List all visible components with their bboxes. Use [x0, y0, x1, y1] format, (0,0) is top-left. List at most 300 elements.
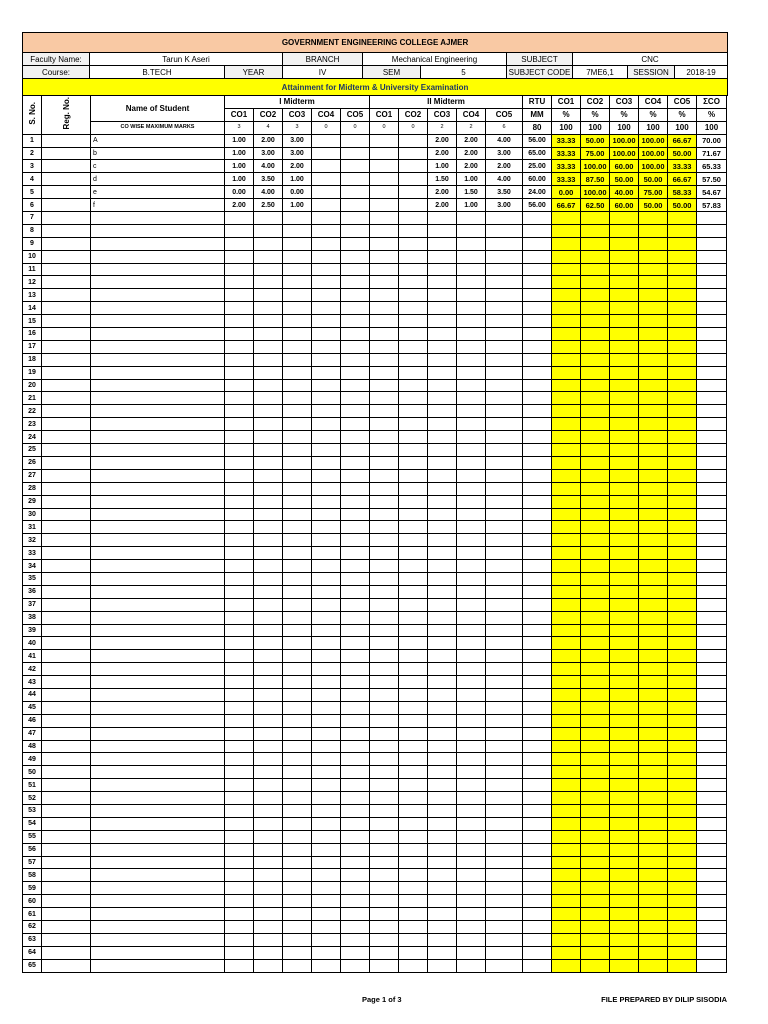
midterm1-co3-cell[interactable] [283, 263, 312, 276]
midterm1-co1-cell[interactable] [225, 456, 254, 469]
midterm1-co5-cell[interactable] [341, 869, 370, 882]
midterm2-co5-cell[interactable] [486, 676, 523, 689]
midterm1-co1-cell[interactable] [225, 663, 254, 676]
midterm1-co4-cell[interactable] [312, 869, 341, 882]
student-name-cell[interactable] [91, 250, 225, 263]
midterm2-co2-cell[interactable] [399, 804, 428, 817]
midterm2-co5-cell[interactable] [486, 456, 523, 469]
rtu-marks-cell[interactable] [523, 598, 552, 611]
midterm2-co4-cell[interactable] [457, 328, 486, 341]
midterm2-co5-cell[interactable] [486, 560, 523, 573]
rtu-marks-cell[interactable]: 25.00 [523, 160, 552, 173]
midterm2-co2-cell[interactable] [399, 482, 428, 495]
midterm2-co2-cell[interactable] [399, 921, 428, 934]
midterm2-co1-cell[interactable] [370, 856, 399, 869]
midterm1-co1-cell[interactable] [225, 521, 254, 534]
rtu-marks-cell[interactable] [523, 315, 552, 328]
midterm2-co1-cell[interactable] [370, 302, 399, 315]
rtu-marks-cell[interactable] [523, 714, 552, 727]
reg-number-cell[interactable] [42, 263, 91, 276]
student-name-cell[interactable] [91, 508, 225, 521]
midterm1-co5-cell[interactable] [341, 289, 370, 302]
midterm1-co5-cell[interactable] [341, 340, 370, 353]
midterm1-co3-cell[interactable] [283, 302, 312, 315]
rtu-marks-cell[interactable] [523, 353, 552, 366]
rtu-marks-cell[interactable] [523, 727, 552, 740]
midterm2-co5-cell[interactable] [486, 688, 523, 701]
midterm1-co5-cell[interactable] [341, 366, 370, 379]
midterm1-co1-cell[interactable] [225, 882, 254, 895]
midterm1-co4-cell[interactable] [312, 289, 341, 302]
reg-number-cell[interactable] [42, 727, 91, 740]
midterm2-co5-cell[interactable] [486, 753, 523, 766]
midterm2-co3-cell[interactable] [428, 740, 457, 753]
midterm2-co3-cell[interactable] [428, 250, 457, 263]
midterm2-co2-cell[interactable] [399, 753, 428, 766]
midterm2-co1-cell[interactable] [370, 224, 399, 237]
midterm2-co5-cell[interactable] [486, 921, 523, 934]
midterm1-co4-cell[interactable] [312, 908, 341, 921]
rtu-marks-cell[interactable] [523, 753, 552, 766]
midterm1-co4-cell[interactable] [312, 379, 341, 392]
midterm1-co1-cell[interactable] [225, 276, 254, 289]
student-name-cell[interactable] [91, 959, 225, 972]
midterm2-co4-cell[interactable] [457, 585, 486, 598]
midterm2-co1-cell[interactable] [370, 779, 399, 792]
midterm1-co5-cell[interactable] [341, 701, 370, 714]
midterm2-co5-cell[interactable] [486, 224, 523, 237]
student-name-cell[interactable] [91, 366, 225, 379]
midterm2-co2-cell[interactable] [399, 147, 428, 160]
midterm2-co3-cell[interactable] [428, 830, 457, 843]
midterm2-co1-cell[interactable] [370, 263, 399, 276]
midterm2-co3-cell[interactable] [428, 650, 457, 663]
midterm1-co3-cell[interactable] [283, 766, 312, 779]
midterm2-co4-cell[interactable]: 1.50 [457, 186, 486, 199]
midterm2-co2-cell[interactable] [399, 766, 428, 779]
rtu-marks-cell[interactable] [523, 521, 552, 534]
midterm1-co5-cell[interactable] [341, 921, 370, 934]
midterm2-co4-cell[interactable]: 2.00 [457, 160, 486, 173]
midterm2-co1-cell[interactable] [370, 134, 399, 147]
midterm1-co3-cell[interactable] [283, 521, 312, 534]
midterm1-co3-cell[interactable] [283, 882, 312, 895]
midterm1-co5-cell[interactable] [341, 663, 370, 676]
midterm1-co1-cell[interactable] [225, 534, 254, 547]
midterm2-co3-cell[interactable] [428, 521, 457, 534]
rtu-marks-cell[interactable] [523, 817, 552, 830]
midterm2-co1-cell[interactable] [370, 895, 399, 908]
midterm1-co2-cell[interactable] [254, 495, 283, 508]
midterm2-co3-cell[interactable] [428, 263, 457, 276]
midterm2-co1-cell[interactable] [370, 160, 399, 173]
midterm1-co3-cell[interactable] [283, 392, 312, 405]
midterm2-co4-cell[interactable] [457, 688, 486, 701]
reg-number-cell[interactable] [42, 701, 91, 714]
midterm1-co3-cell[interactable] [283, 921, 312, 934]
midterm2-co2-cell[interactable] [399, 882, 428, 895]
midterm1-co2-cell[interactable] [254, 714, 283, 727]
midterm1-co2-cell[interactable] [254, 701, 283, 714]
midterm1-co1-cell[interactable] [225, 856, 254, 869]
midterm1-co3-cell[interactable] [283, 779, 312, 792]
midterm2-co3-cell[interactable]: 2.00 [428, 134, 457, 147]
reg-number-cell[interactable] [42, 328, 91, 341]
midterm1-co3-cell[interactable] [283, 547, 312, 560]
midterm2-co2-cell[interactable] [399, 727, 428, 740]
midterm1-co4-cell[interactable] [312, 444, 341, 457]
student-name-cell[interactable] [91, 792, 225, 805]
reg-number-cell[interactable] [42, 650, 91, 663]
reg-number-cell[interactable] [42, 482, 91, 495]
midterm1-co2-cell[interactable] [254, 315, 283, 328]
midterm2-co1-cell[interactable] [370, 908, 399, 921]
student-name-cell[interactable] [91, 714, 225, 727]
midterm1-co4-cell[interactable] [312, 663, 341, 676]
midterm2-co2-cell[interactable] [399, 315, 428, 328]
midterm2-co1-cell[interactable] [370, 921, 399, 934]
student-name-cell[interactable] [91, 779, 225, 792]
midterm1-co1-cell[interactable] [225, 212, 254, 225]
midterm1-co1-cell[interactable] [225, 714, 254, 727]
rtu-marks-cell[interactable] [523, 701, 552, 714]
midterm1-co4-cell[interactable] [312, 624, 341, 637]
midterm2-co2-cell[interactable] [399, 611, 428, 624]
reg-number-cell[interactable] [42, 804, 91, 817]
midterm1-co1-cell[interactable] [225, 753, 254, 766]
midterm2-co5-cell[interactable] [486, 392, 523, 405]
rtu-marks-cell[interactable] [523, 624, 552, 637]
student-name-cell[interactable] [91, 921, 225, 934]
midterm2-co2-cell[interactable] [399, 508, 428, 521]
student-name-cell[interactable] [91, 727, 225, 740]
midterm1-co1-cell[interactable] [225, 637, 254, 650]
rtu-marks-cell[interactable]: 56.00 [523, 199, 552, 212]
midterm2-co4-cell[interactable] [457, 740, 486, 753]
midterm1-co5-cell[interactable] [341, 199, 370, 212]
midterm2-co5-cell[interactable] [486, 418, 523, 431]
student-name-cell[interactable] [91, 766, 225, 779]
student-name-cell[interactable] [91, 392, 225, 405]
student-name-cell[interactable] [91, 946, 225, 959]
midterm2-co5-cell[interactable]: 3.00 [486, 147, 523, 160]
midterm2-co5-cell[interactable] [486, 585, 523, 598]
midterm2-co2-cell[interactable] [399, 237, 428, 250]
midterm1-co4-cell[interactable] [312, 779, 341, 792]
midterm2-co3-cell[interactable] [428, 237, 457, 250]
midterm2-co5-cell[interactable] [486, 315, 523, 328]
midterm1-co2-cell[interactable] [254, 405, 283, 418]
midterm2-co1-cell[interactable] [370, 276, 399, 289]
midterm1-co2-cell[interactable] [254, 663, 283, 676]
reg-number-cell[interactable] [42, 521, 91, 534]
midterm1-co1-cell[interactable] [225, 431, 254, 444]
midterm1-co3-cell[interactable] [283, 804, 312, 817]
rtu-marks-cell[interactable] [523, 418, 552, 431]
midterm2-co1-cell[interactable] [370, 444, 399, 457]
midterm1-co1-cell[interactable] [225, 379, 254, 392]
midterm2-co4-cell[interactable] [457, 444, 486, 457]
midterm2-co4-cell[interactable] [457, 302, 486, 315]
midterm1-co2-cell[interactable] [254, 727, 283, 740]
midterm1-co1-cell[interactable] [225, 688, 254, 701]
midterm2-co4-cell[interactable] [457, 895, 486, 908]
midterm2-co3-cell[interactable] [428, 676, 457, 689]
midterm1-co1-cell[interactable] [225, 224, 254, 237]
midterm2-co4-cell[interactable] [457, 276, 486, 289]
midterm1-co2-cell[interactable] [254, 856, 283, 869]
midterm1-co3-cell[interactable] [283, 946, 312, 959]
reg-number-cell[interactable] [42, 921, 91, 934]
midterm2-co1-cell[interactable] [370, 482, 399, 495]
midterm1-co1-cell[interactable] [225, 727, 254, 740]
midterm2-co5-cell[interactable] [486, 895, 523, 908]
rtu-marks-cell[interactable] [523, 843, 552, 856]
midterm2-co5-cell[interactable] [486, 521, 523, 534]
midterm2-co4-cell[interactable] [457, 804, 486, 817]
reg-number-cell[interactable] [42, 933, 91, 946]
reg-number-cell[interactable] [42, 753, 91, 766]
midterm1-co3-cell[interactable] [283, 418, 312, 431]
midterm2-co3-cell[interactable] [428, 856, 457, 869]
midterm2-co1-cell[interactable] [370, 147, 399, 160]
midterm1-co4-cell[interactable] [312, 328, 341, 341]
midterm2-co3-cell[interactable] [428, 547, 457, 560]
midterm1-co5-cell[interactable] [341, 727, 370, 740]
midterm1-co3-cell[interactable] [283, 534, 312, 547]
midterm1-co1-cell[interactable] [225, 250, 254, 263]
sem-value[interactable]: 5 [421, 66, 507, 79]
midterm1-co4-cell[interactable] [312, 714, 341, 727]
rtu-marks-cell[interactable] [523, 779, 552, 792]
midterm2-co4-cell[interactable] [457, 727, 486, 740]
midterm2-co4-cell[interactable] [457, 418, 486, 431]
midterm1-co5-cell[interactable] [341, 882, 370, 895]
midterm1-co1-cell[interactable] [225, 237, 254, 250]
reg-number-cell[interactable] [42, 843, 91, 856]
midterm1-co3-cell[interactable] [283, 508, 312, 521]
midterm2-co1-cell[interactable] [370, 547, 399, 560]
midterm1-co1-cell[interactable] [225, 624, 254, 637]
midterm1-co5-cell[interactable] [341, 547, 370, 560]
midterm2-co3-cell[interactable] [428, 766, 457, 779]
student-name-cell[interactable] [91, 572, 225, 585]
student-name-cell[interactable]: b [91, 147, 225, 160]
midterm2-co1-cell[interactable] [370, 237, 399, 250]
student-name-cell[interactable] [91, 315, 225, 328]
midterm2-co5-cell[interactable] [486, 237, 523, 250]
midterm1-co5-cell[interactable] [341, 534, 370, 547]
midterm2-co5-cell[interactable] [486, 908, 523, 921]
midterm2-co5-cell[interactable]: 4.00 [486, 134, 523, 147]
subject-value[interactable]: CNC [573, 53, 728, 66]
student-name-cell[interactable] [91, 431, 225, 444]
midterm2-co3-cell[interactable] [428, 289, 457, 302]
midterm2-co4-cell[interactable] [457, 933, 486, 946]
midterm1-co4-cell[interactable] [312, 366, 341, 379]
midterm1-co4-cell[interactable] [312, 199, 341, 212]
midterm2-co1-cell[interactable] [370, 830, 399, 843]
midterm2-co4-cell[interactable] [457, 676, 486, 689]
student-name-cell[interactable]: e [91, 186, 225, 199]
midterm2-co3-cell[interactable] [428, 585, 457, 598]
midterm1-co5-cell[interactable] [341, 843, 370, 856]
midterm2-co1-cell[interactable] [370, 792, 399, 805]
rtu-marks-cell[interactable] [523, 431, 552, 444]
midterm2-co1-cell[interactable] [370, 688, 399, 701]
midterm2-co4-cell[interactable] [457, 882, 486, 895]
midterm1-co3-cell[interactable]: 3.00 [283, 134, 312, 147]
midterm1-co2-cell[interactable] [254, 946, 283, 959]
midterm2-co2-cell[interactable] [399, 289, 428, 302]
midterm1-co5-cell[interactable] [341, 224, 370, 237]
reg-number-cell[interactable] [42, 624, 91, 637]
midterm1-co3-cell[interactable] [283, 959, 312, 972]
midterm2-co4-cell[interactable] [457, 521, 486, 534]
midterm2-co4-cell[interactable] [457, 598, 486, 611]
midterm2-co4-cell[interactable]: 2.00 [457, 134, 486, 147]
midterm1-co4-cell[interactable] [312, 276, 341, 289]
midterm1-co2-cell[interactable] [254, 624, 283, 637]
midterm1-co5-cell[interactable] [341, 431, 370, 444]
midterm2-co4-cell[interactable] [457, 817, 486, 830]
midterm1-co4-cell[interactable] [312, 766, 341, 779]
student-name-cell[interactable] [91, 740, 225, 753]
midterm2-co2-cell[interactable] [399, 779, 428, 792]
midterm2-co3-cell[interactable] [428, 572, 457, 585]
student-name-cell[interactable] [91, 598, 225, 611]
rtu-marks-cell[interactable] [523, 856, 552, 869]
midterm1-co1-cell[interactable] [225, 366, 254, 379]
midterm1-co1-cell[interactable] [225, 508, 254, 521]
midterm1-co3-cell[interactable]: 2.00 [283, 160, 312, 173]
midterm2-co1-cell[interactable] [370, 714, 399, 727]
rtu-marks-cell[interactable] [523, 921, 552, 934]
midterm1-co5-cell[interactable] [341, 495, 370, 508]
midterm2-co2-cell[interactable] [399, 199, 428, 212]
midterm1-co1-cell[interactable]: 0.00 [225, 186, 254, 199]
student-name-cell[interactable] [91, 753, 225, 766]
midterm2-co3-cell[interactable] [428, 817, 457, 830]
midterm1-co2-cell[interactable] [254, 534, 283, 547]
midterm1-co4-cell[interactable] [312, 263, 341, 276]
midterm2-co5-cell[interactable] [486, 340, 523, 353]
midterm1-co1-cell[interactable] [225, 779, 254, 792]
midterm2-co3-cell[interactable] [428, 418, 457, 431]
year-value[interactable]: IV [283, 66, 363, 79]
midterm1-co4-cell[interactable] [312, 302, 341, 315]
midterm1-co4-cell[interactable] [312, 224, 341, 237]
rtu-marks-cell[interactable] [523, 495, 552, 508]
midterm1-co4-cell[interactable] [312, 521, 341, 534]
midterm2-co2-cell[interactable] [399, 469, 428, 482]
student-name-cell[interactable] [91, 212, 225, 225]
midterm1-co5-cell[interactable] [341, 508, 370, 521]
rtu-marks-cell[interactable] [523, 328, 552, 341]
rtu-marks-cell[interactable] [523, 392, 552, 405]
midterm1-co4-cell[interactable] [312, 212, 341, 225]
midterm1-co5-cell[interactable] [341, 572, 370, 585]
midterm1-co3-cell[interactable] [283, 456, 312, 469]
rtu-marks-cell[interactable] [523, 379, 552, 392]
midterm2-co2-cell[interactable] [399, 560, 428, 573]
midterm2-co5-cell[interactable] [486, 212, 523, 225]
midterm2-co5-cell[interactable] [486, 727, 523, 740]
midterm2-co1-cell[interactable] [370, 933, 399, 946]
reg-number-cell[interactable] [42, 353, 91, 366]
midterm2-co5-cell[interactable] [486, 959, 523, 972]
midterm1-co5-cell[interactable] [341, 624, 370, 637]
reg-number-cell[interactable] [42, 572, 91, 585]
midterm2-co2-cell[interactable] [399, 740, 428, 753]
midterm2-co4-cell[interactable] [457, 212, 486, 225]
student-name-cell[interactable] [91, 456, 225, 469]
midterm1-co1-cell[interactable] [225, 315, 254, 328]
midterm2-co2-cell[interactable] [399, 817, 428, 830]
midterm2-co4-cell[interactable] [457, 263, 486, 276]
midterm1-co5-cell[interactable] [341, 173, 370, 186]
midterm2-co1-cell[interactable] [370, 392, 399, 405]
midterm2-co2-cell[interactable] [399, 663, 428, 676]
midterm2-co5-cell[interactable]: 2.00 [486, 160, 523, 173]
midterm1-co1-cell[interactable] [225, 959, 254, 972]
midterm2-co3-cell[interactable] [428, 560, 457, 573]
midterm2-co2-cell[interactable] [399, 186, 428, 199]
midterm2-co1-cell[interactable] [370, 817, 399, 830]
midterm1-co5-cell[interactable] [341, 250, 370, 263]
midterm1-co5-cell[interactable] [341, 598, 370, 611]
midterm2-co3-cell[interactable] [428, 508, 457, 521]
midterm2-co4-cell[interactable] [457, 224, 486, 237]
reg-number-cell[interactable] [42, 637, 91, 650]
reg-number-cell[interactable] [42, 160, 91, 173]
rtu-marks-cell[interactable] [523, 740, 552, 753]
midterm2-co4-cell[interactable] [457, 637, 486, 650]
midterm1-co3-cell[interactable] [283, 212, 312, 225]
midterm2-co5-cell[interactable] [486, 856, 523, 869]
student-name-cell[interactable] [91, 340, 225, 353]
student-name-cell[interactable] [91, 237, 225, 250]
reg-number-cell[interactable] [42, 456, 91, 469]
midterm2-co2-cell[interactable] [399, 405, 428, 418]
reg-number-cell[interactable] [42, 946, 91, 959]
midterm2-co2-cell[interactable] [399, 250, 428, 263]
student-name-cell[interactable] [91, 895, 225, 908]
midterm2-co5-cell[interactable] [486, 869, 523, 882]
midterm1-co3-cell[interactable] [283, 663, 312, 676]
midterm1-co4-cell[interactable] [312, 469, 341, 482]
midterm1-co3-cell[interactable] [283, 933, 312, 946]
reg-number-cell[interactable] [42, 882, 91, 895]
midterm2-co3-cell[interactable] [428, 959, 457, 972]
midterm1-co3-cell[interactable] [283, 843, 312, 856]
midterm1-co3-cell[interactable]: 3.00 [283, 147, 312, 160]
reg-number-cell[interactable] [42, 611, 91, 624]
midterm1-co5-cell[interactable] [341, 933, 370, 946]
midterm2-co2-cell[interactable] [399, 895, 428, 908]
midterm1-co4-cell[interactable] [312, 688, 341, 701]
midterm1-co2-cell[interactable] [254, 753, 283, 766]
student-name-cell[interactable] [91, 650, 225, 663]
midterm1-co5-cell[interactable] [341, 779, 370, 792]
midterm2-co4-cell[interactable] [457, 624, 486, 637]
midterm1-co1-cell[interactable] [225, 766, 254, 779]
midterm2-co5-cell[interactable] [486, 882, 523, 895]
midterm1-co2-cell[interactable] [254, 289, 283, 302]
midterm2-co2-cell[interactable] [399, 392, 428, 405]
reg-number-cell[interactable] [42, 714, 91, 727]
midterm2-co1-cell[interactable] [370, 753, 399, 766]
